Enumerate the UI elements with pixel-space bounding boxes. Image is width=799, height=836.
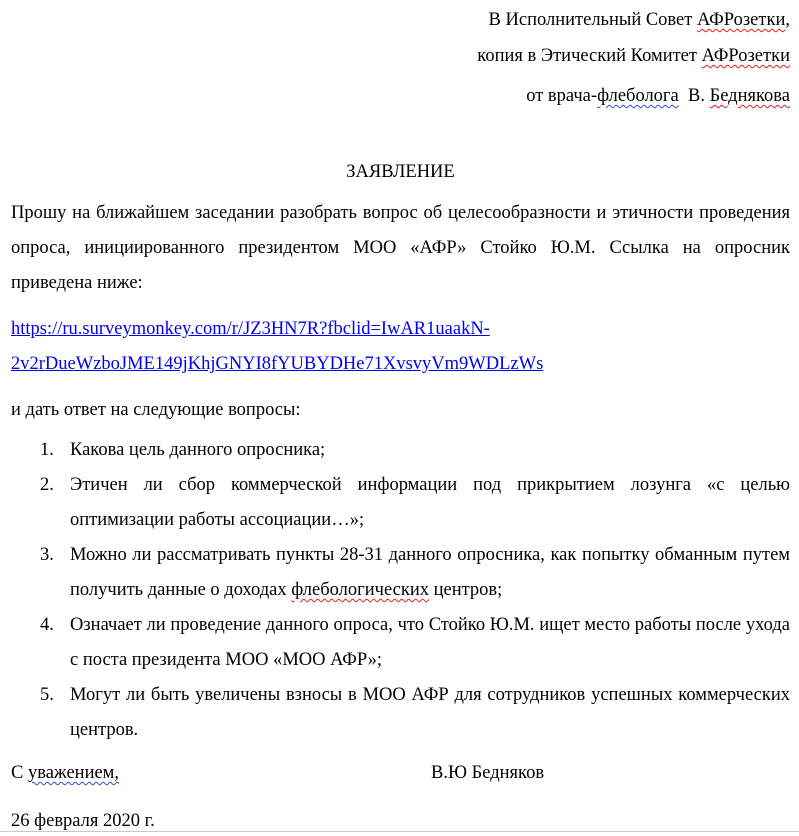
question-item: [11, 433, 790, 468]
misspelled-word[interactable]: флебологических: [291, 580, 429, 600]
question-text: Какова цель данного опросника;: [70, 440, 326, 460]
question-number: 2.: [40, 475, 54, 495]
copy-to-text: копия в Этический Комитет: [477, 46, 702, 66]
addressee-text: В Исполнительный Совет: [488, 10, 697, 30]
question-text: Этичен ли сбор коммерческой информации под прикрытием лозунга «с целью оптимизации работы ассоциации…»;: [70, 475, 790, 530]
question-text-part: Можно ли рассматривать пункты 28-31 данного опросника, как попытку обманным путем получить данные о доходах: [70, 545, 790, 600]
grammar-flagged-word[interactable]: флеболога: [597, 86, 679, 106]
questions-intro: и дать ответ на следующие вопросы:: [11, 400, 301, 420]
questions-list: [11, 433, 790, 748]
document-date: 26 февраля 2020 г.: [11, 811, 155, 831]
signer-name: В.Ю Бедняков: [431, 763, 545, 783]
document-title: ЗАЯВЛЕНИЕ: [346, 162, 455, 182]
question-item: [11, 538, 790, 608]
closing-phrase: [11, 758, 119, 788]
sender-text: от врача-: [526, 86, 598, 106]
question-item: [11, 468, 790, 538]
grammar-flagged-word[interactable]: уважением,: [27, 763, 120, 783]
addressee-punct: ,: [785, 10, 790, 30]
body-paragraph: Прошу на ближайшем заседании разобрать вопрос об целесообразности и этичности проведения опроса, инициированного президентом МОО «АФР» Стойко Ю.М. Ссылка на опросник приведена ниже:: [11, 203, 790, 293]
misspelled-word[interactable]: АФРозетки: [701, 46, 790, 66]
question-text: Означает ли проведение данного опроса, что Стойко Ю.М. ищет место работы после ухода с поста президента МОО «МОО АФР»;: [70, 615, 790, 670]
survey-link-line[interactable]: 2v2rDueWzboJME149jKhjGNYI8fYUBYDHe71XvsvyVm9WDLzWs: [11, 354, 544, 374]
page-bottom-rule: [0, 831, 799, 832]
question-text-part: центров;: [428, 580, 503, 600]
sender-line: [526, 84, 790, 108]
closing-text: С: [11, 763, 28, 783]
question-text: Могут ли быть увеличены взносы в МОО АФР для сотрудников успешных коммерческих центров.: [70, 685, 790, 740]
question-number: 5.: [40, 685, 54, 705]
question-text: [70, 545, 790, 600]
question-item: [11, 678, 790, 748]
misspelled-word[interactable]: АФРозетки: [696, 10, 786, 30]
question-item: [11, 608, 790, 678]
survey-link[interactable]: [11, 312, 790, 382]
sender-initial: В.: [678, 86, 710, 106]
addressee-line: [489, 8, 790, 32]
misspelled-word[interactable]: Беднякова: [709, 86, 790, 106]
survey-link-line[interactable]: https://ru.surveymonkey.com/r/JZ3HN7R?fbclid=IwAR1uaakN-: [11, 319, 490, 339]
question-number: 4.: [40, 615, 54, 635]
document-page: [11, 0, 790, 834]
copy-to-line: [477, 44, 790, 68]
question-number: 1.: [40, 440, 54, 460]
question-number: 3.: [40, 545, 54, 565]
